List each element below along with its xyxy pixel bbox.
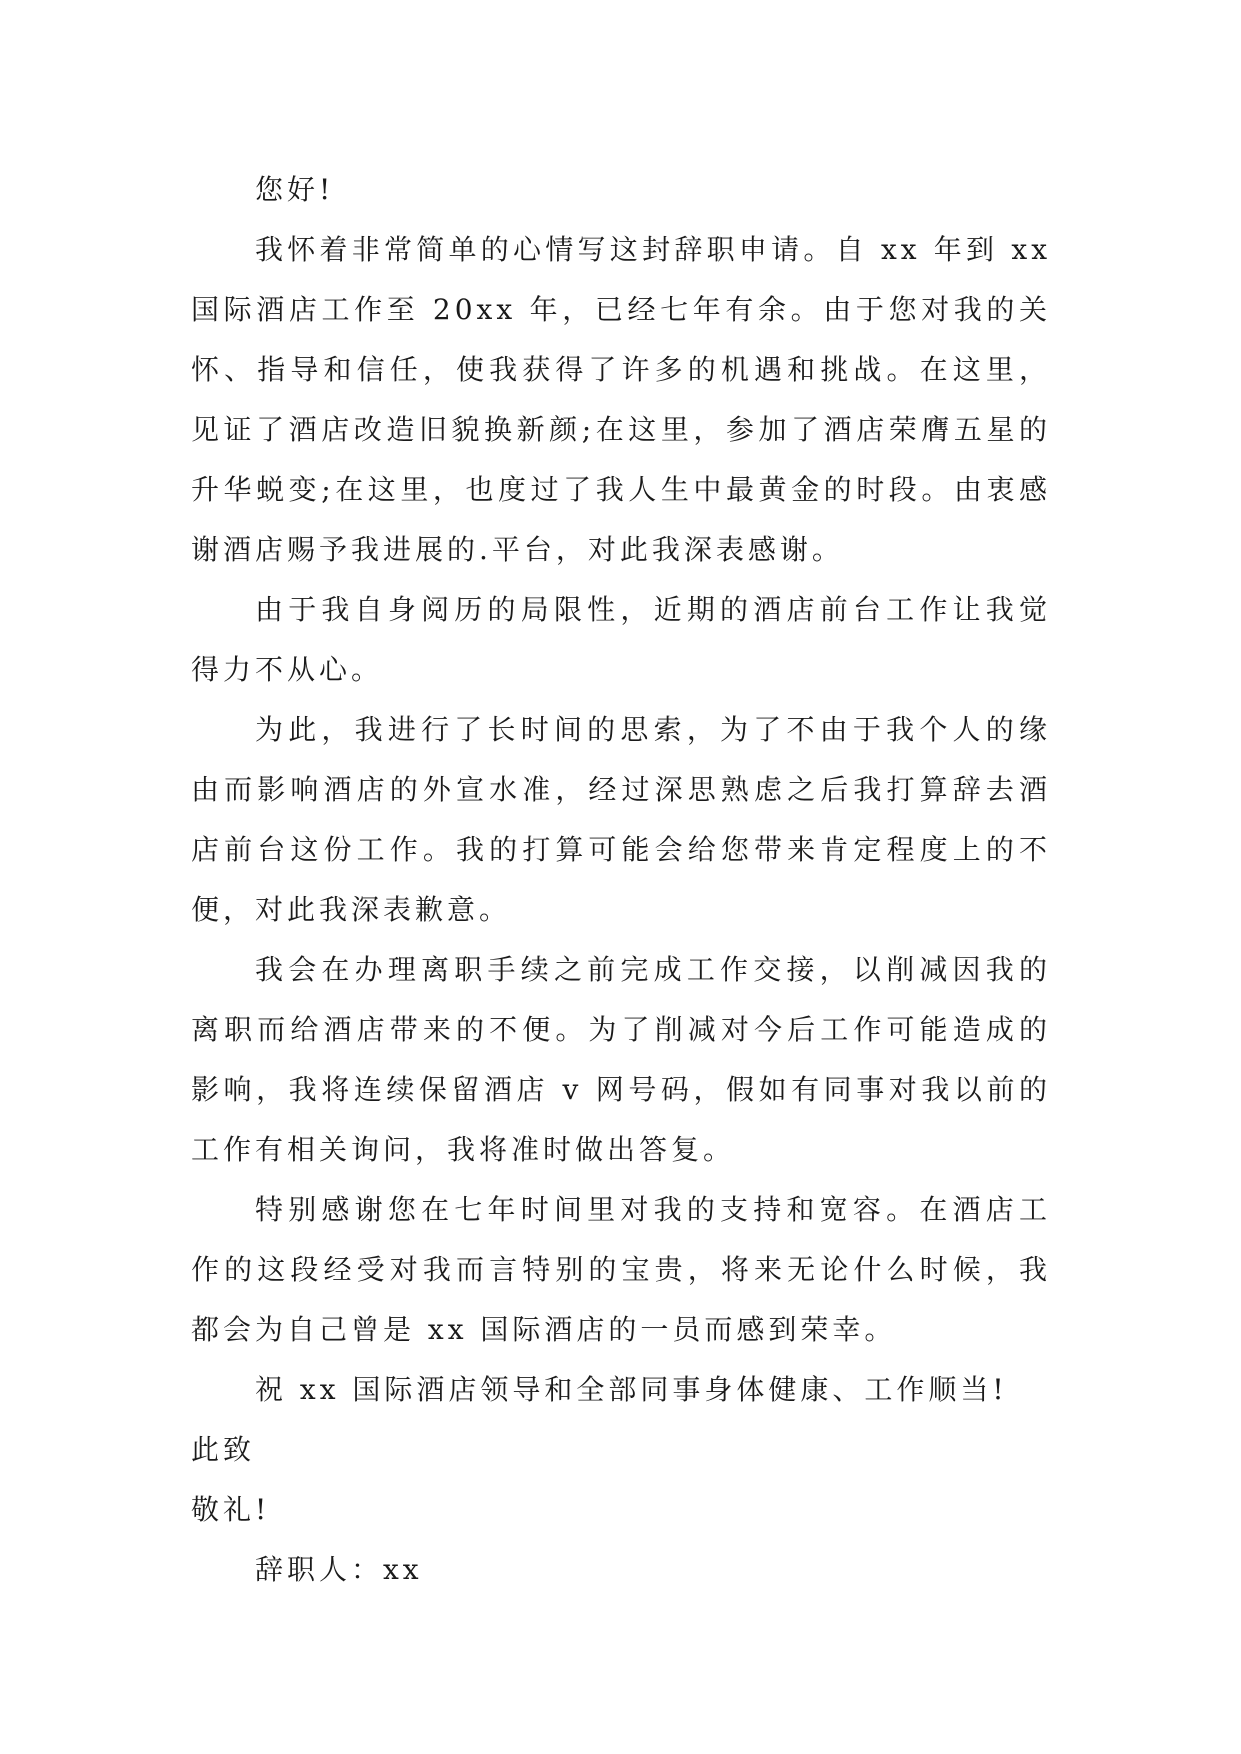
paragraph-decision: 为此，我进行了长时间的思索，为了不由于我个人的缘由而影响酒店的外宣水准，经过深思熟虑之后我打算辞去酒店前台这份工作。我的打算可能会给您带来肯定程度上的不便，对此我深表歉意。 <box>191 713 1051 926</box>
paragraph-handover: 我会在办理离职手续之前完成工作交接，以削减因我的离职而给酒店带来的不便。为了削减对今后工作可能造成的影响，我将连续保留酒店 v 网号码，假如有同事对我以前的工作有相关询问，我将准时做出答复。 <box>191 953 1051 1166</box>
closing-regards: 敬礼! <box>191 1493 271 1526</box>
signature: 辞职人：xx <box>255 1553 423 1586</box>
paragraph-wishes: 祝 xx 国际酒店领导和全部同事身体健康、工作顺当! <box>255 1373 1008 1406</box>
greeting: 您好! <box>255 173 335 206</box>
letter-body <box>191 160 1051 1600</box>
paragraph-intro: 我怀着非常简单的心情写这封辞职申请。自 xx 年到 xx 国际酒店工作至 20xx 年，已经七年有余。由于您对我的关怀、指导和信任，使我获得了许多的机遇和挑战。在这里，见证了酒店改造旧貌换新颜;在这里，参加了酒店荣膺五星的升华蜕变;在这里，也度过了我人生中最黄金的时段。由衷感谢酒店赐予我进展的.平台，对此我深表感谢。 <box>191 233 1051 566</box>
paragraph-thanks: 特别感谢您在七年时间里对我的支持和宽容。在酒店工作的这段经受对我而言特别的宝贵，将来无论什么时候，我都会为自己曾是 xx 国际酒店的一员而感到荣幸。 <box>191 1193 1051 1346</box>
paragraph-reason: 由于我自身阅历的局限性，近期的酒店前台工作让我觉得力不从心。 <box>191 593 1051 686</box>
closing-salutation: 此致 <box>191 1433 256 1466</box>
